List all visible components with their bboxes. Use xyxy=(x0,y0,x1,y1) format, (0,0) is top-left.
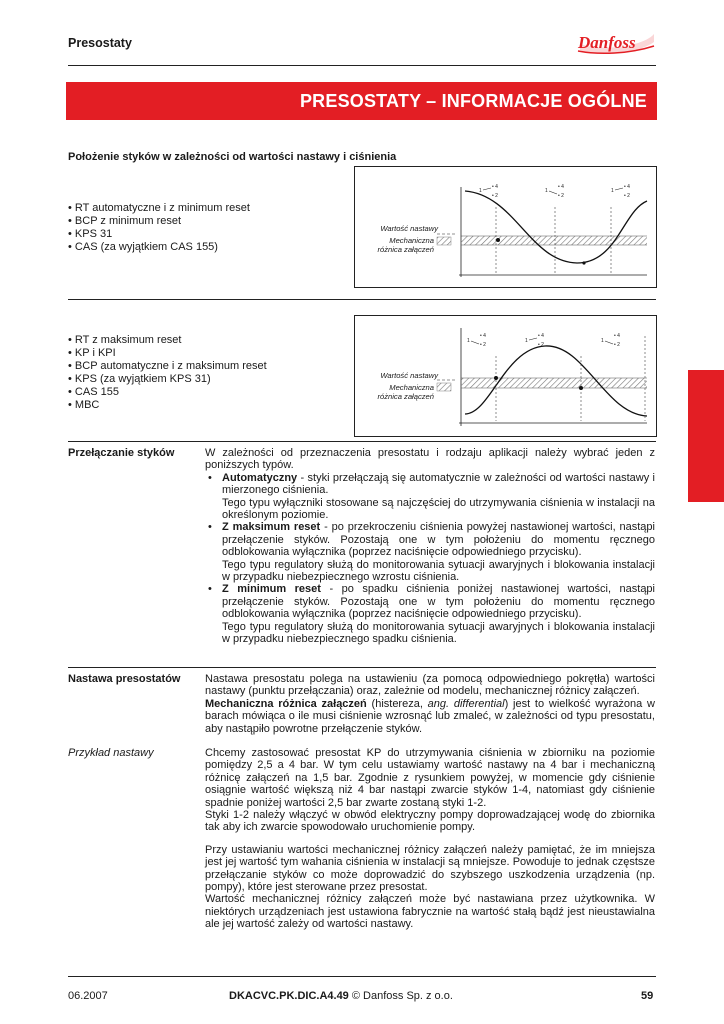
pressure-curve-graph-1 xyxy=(355,167,656,287)
term-description: - po spadku ciśnienia poniżej nastawionej wartości, nastąpi przełączenie styków. Pozostają one w tym położeniu do momentu ręcznego odblokowania wyłącznika (poprzez naciśnięcie odpowiedniego przycisku). xyxy=(222,583,655,621)
setting-paragraph: Nastawa presostatu polega na ustawieniu (za pomocą odpowiedniego pokrętła) wartości nastawy (punktu przełączania) oraz, zależnie od modelu, mechanicznej różnicy załączeń. xyxy=(205,673,655,698)
row-label-setting: Nastawa presostatów xyxy=(68,673,181,685)
svg-text:• 2: • 2 xyxy=(614,342,620,348)
copyright: © Danfoss Sp. z o.o. xyxy=(348,990,453,1002)
list-item: • BCP z minimum reset xyxy=(68,215,250,228)
model-list-min xyxy=(68,202,250,254)
diagram-max-reset xyxy=(354,315,657,437)
text-run-italic: ang. differential xyxy=(427,697,505,710)
list-item: • BCP automatyczne i z maksimum reset xyxy=(68,360,267,373)
section-divider xyxy=(68,299,656,300)
contact-symbol xyxy=(611,184,630,199)
row-label-example: Przykład nastawy xyxy=(68,747,154,759)
list-item: • Z minimum reset - po spadku ciśnienia poniżej nastawionej wartości, nastąpi przełączenie styków. Pozostają one w tym położeniu do momentu ręcznego odblokowania wyłącznika (poprzez naciśnięcie odpowiedniego przycisku). Tego typu regulatory służą do monitorowania sytuacji awaryjnych i blokowania instalacji w przypadku niebezpiecznego spadku ciśnienia. xyxy=(208,583,655,646)
svg-text:• 4: • 4 xyxy=(614,333,620,339)
svg-text:1: 1 xyxy=(611,188,614,194)
switching-types-list xyxy=(205,472,655,646)
danfoss-logo xyxy=(574,28,658,58)
differential-paragraph xyxy=(205,698,655,735)
list-item: • KPS (za wyjątkiem KPS 31) xyxy=(68,373,267,386)
term-note: Tego typu wyłączniki stosowane są najczęściej do utrzymywania ciśnienia w instalacji na określonym poziomie. xyxy=(222,496,655,522)
svg-text:1: 1 xyxy=(467,338,470,344)
footer-rule xyxy=(68,976,656,977)
model-list-max xyxy=(68,334,267,412)
term: Automatyczny xyxy=(222,471,298,484)
svg-text:• 4: • 4 xyxy=(624,184,630,190)
list-item: • Z maksimum reset - po przekroczeniu ciśnienia powyżej nastawionej wartości, nastąpi przełączenie styków. Pozostają one w tym położeniu do momentu ręcznego odblokowania wyłącznika (poprzez naciśnięcie odpowiedniego przycisku). Tego typu regulatory służą do monitorowania sytuacji awaryjnych i blokowania instalacji w przypadku niebezpiecznego wzrostu ciśnienia. xyxy=(208,521,655,584)
list-item: • KP i KPI xyxy=(68,347,267,360)
term-description: - po przekroczeniu ciśnienia powyżej nastawionej wartości, nastąpi przełączenie styków. Pozostają one w tym położeniu do momentu ręcznego odblokowania wyłącznika (poprzez naciśnięcie odpowiedniego przycisku). xyxy=(222,521,655,559)
contact-symbol xyxy=(525,333,544,348)
list-item: • Automatyczny - styki przełączają się automatycznie w zależności od wartości nastawy i mierzonego ciśnienia. Tego typu wyłączniki stosowane są najczęściej do utrzymywania ciśnienia w instalacji na określonym poziomie. xyxy=(208,471,655,522)
svg-text:• 2: • 2 xyxy=(492,193,498,199)
header-rule xyxy=(68,65,656,66)
contact-symbol xyxy=(601,333,620,348)
text-run: (histereza, xyxy=(366,697,428,710)
example-body xyxy=(205,747,655,931)
contact-symbol xyxy=(479,184,498,199)
svg-text:• 4: • 4 xyxy=(558,184,564,190)
footer-doc-code xyxy=(229,990,453,1002)
contact-symbol xyxy=(545,184,564,199)
example-paragraph: Wartość mechanicznej różnicy załączeń może być nastawiana przez użytkownika. W niektórych urządzeniach jest ustawiona fabrycznie na wartość stałą bądź jest nieustawialna ale jej wartość zależy od wartości nastawy. xyxy=(205,893,655,931)
list-item: • RT automatyczne i z minimum reset xyxy=(68,202,250,215)
term: Mechaniczna różnica załączeń xyxy=(205,697,367,710)
section-tab-marker xyxy=(688,370,724,502)
svg-text:1: 1 xyxy=(525,338,528,344)
pressure-curve-graph-2 xyxy=(355,316,656,436)
term-description: - styki przełączają się automatycznie w zależności od wartości nastawy i mierzonego ciśnienia. xyxy=(222,471,655,497)
setting-value-label: Wartość nastawy xyxy=(380,371,438,380)
list-item: • KPS 31 xyxy=(68,228,250,241)
differential-label-line2: różnica załączeń xyxy=(377,392,434,401)
differential-label-line1: Mechaniczna xyxy=(389,236,434,245)
page-title: PRESOSTATY – INFORMACJE OGÓLNE xyxy=(299,91,647,111)
text-run: ) jest to wielkość wyrażona w barach mówiąca o ile musi ciśnienie wzrosnąć lub zmaleć, w zależności od typu presostatu, aby nastąpiło powrotne przełączenie styków. xyxy=(205,697,656,735)
row-label-switching: Przełączanie styków xyxy=(68,447,175,459)
svg-text:• 2: • 2 xyxy=(624,193,630,199)
section-divider xyxy=(68,667,656,668)
title-banner xyxy=(66,82,657,120)
svg-text:• 2: • 2 xyxy=(480,342,486,348)
section-divider xyxy=(68,441,656,442)
list-item: • MBC xyxy=(68,399,267,412)
setting-value-label: Wartość nastawy xyxy=(380,224,438,233)
switching-body xyxy=(205,447,655,646)
list-item: • CAS (za wyjątkiem CAS 155) xyxy=(68,241,250,254)
list-item: • CAS 155 xyxy=(68,386,267,399)
term-note: Tego typu regulatory służą do monitorowania sytuacji awaryjnych i blokowania instalacji w przypadku niebezpiecznego spadku ciśnienia. xyxy=(222,620,655,646)
section-title: Położenie styków w zależności od wartości nastawy i ciśnienia xyxy=(68,151,397,163)
footer-date: 06.2007 xyxy=(68,990,108,1002)
doc-code: DKACVC.PK.DIC.A4.49 xyxy=(229,990,349,1002)
svg-text:• 2: • 2 xyxy=(558,193,564,199)
term: Z maksimum reset xyxy=(222,521,321,534)
running-header: Presostaty xyxy=(68,36,132,50)
term-note: Tego typu regulatory służą do monitorowania sytuacji awaryjnych i blokowania instalacji w przypadku niebezpiecznego wzrostu ciśnienia. xyxy=(222,558,655,584)
svg-text:Danfoss: Danfoss xyxy=(578,33,636,52)
svg-text:1: 1 xyxy=(545,188,548,194)
page-number: 59 xyxy=(641,990,654,1002)
svg-text:1: 1 xyxy=(479,188,482,194)
svg-text:• 2: • 2 xyxy=(538,342,544,348)
svg-text:• 4: • 4 xyxy=(492,184,498,190)
differential-label-line2: różnica załączeń xyxy=(377,245,434,254)
setting-body xyxy=(205,673,655,735)
example-paragraph: Styki 1-2 należy włączyć w obwód elektryczny pompy doprowadzającej wodę do zbiornika tak aby ich zwarcie spowodowało uruchomienie pompy. xyxy=(205,809,655,834)
differential-label-line1: Mechaniczna xyxy=(389,383,434,392)
contact-symbol xyxy=(467,333,486,348)
svg-text:• 4: • 4 xyxy=(538,333,544,339)
switching-intro: W zależności od przeznaczenia presostatu i rodzaju aplikacji należy wybrać jeden z poniższych typów. xyxy=(205,447,655,472)
example-paragraph: Chcemy zastosować presostat KP do utrzymywania ciśnienia w zbiorniku na poziomie pomiędzy 2,5 a 4 bar. W tym celu ustawiamy wartość nastawy na 4 bar i mechaniczną różnicę załączeń na 1,5 bar. Zgodnie z rysunkiem powyżej, w momencie gdy ciśnienie osiągnie wartość większą niż 4 bar nastąpi zwarcie styków 1-4, natomiast gdy ciśnienie spadnie poniżej wartości 2,5 bar zwarte zostaną styki 1-2. xyxy=(205,747,655,809)
svg-text:• 4: • 4 xyxy=(480,333,486,339)
diagram-min-reset xyxy=(354,166,657,288)
example-paragraph: Przy ustawianiu wartości mechanicznej różnicy załączeń należy pamiętać, że im mniejsza jest jej wartość tym wahania ciśnienia w instalacji są mniejsze. Powoduje to jednak częstsze przełączanie styków co może doprowadzić do szybszego uszkodzenia urządzenia (np. pompy), które jest sterowane przez presostat. xyxy=(205,843,655,894)
term: Z minimum reset xyxy=(222,583,321,596)
svg-text:1: 1 xyxy=(601,338,604,344)
list-item: • RT z maksimum reset xyxy=(68,334,267,347)
